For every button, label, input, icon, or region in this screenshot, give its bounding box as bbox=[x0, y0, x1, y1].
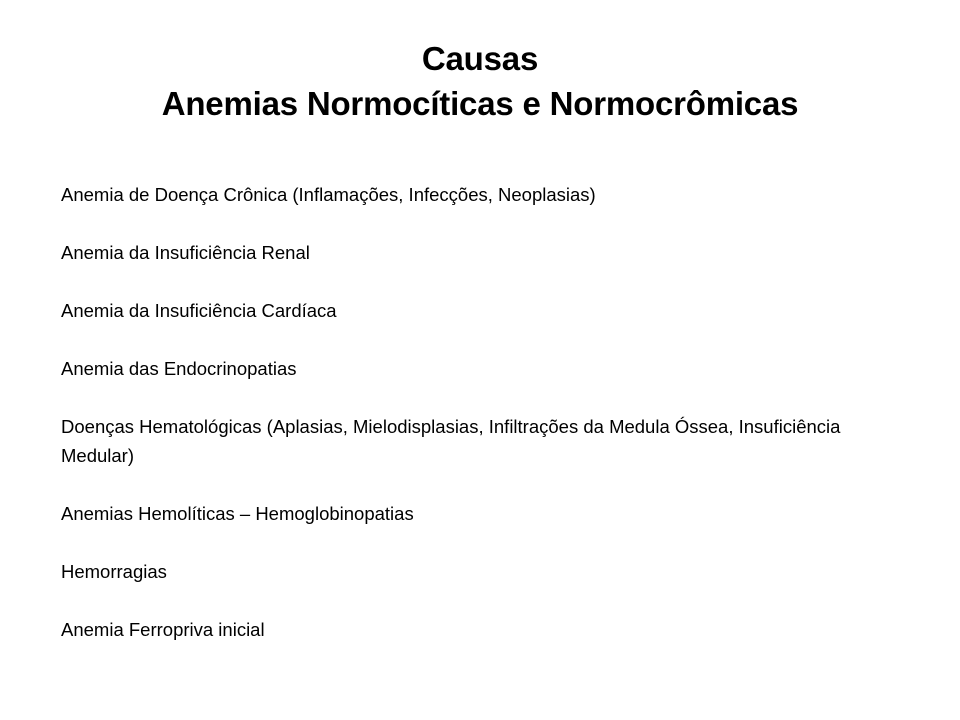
title-line-subject: Anemias Normocíticas e Normocrômicas bbox=[161, 85, 799, 123]
list-item-renal-insufficiency: Anemia da Insuficiência Renal bbox=[61, 242, 310, 263]
title-line-causas: Causas bbox=[421, 40, 539, 78]
list-item-hemolytic-anemias: Anemias Hemolíticas – Hemoglobinopatias bbox=[61, 503, 414, 524]
list-item-cardiac-insufficiency: Anemia da Insuficiência Cardíaca bbox=[61, 300, 337, 321]
list-item-endocrinopathies: Anemia das Endocrinopatias bbox=[61, 358, 297, 379]
list-item-chronic-disease: Anemia de Doença Crônica (Inflamações, Infecções, Neoplasias) bbox=[61, 184, 596, 205]
list-item-hematologic-diseases: Doenças Hematológicas (Aplasias, Mielodisplasias, Infiltrações da Medula Óssea, Insuficiência Medular) bbox=[61, 416, 841, 466]
slide-title bbox=[0, 36, 960, 126]
list-item-iron-deficiency: Anemia Ferropriva inicial bbox=[61, 619, 265, 640]
list-item-hemorrhages: Hemorragias bbox=[61, 561, 167, 582]
causes-list bbox=[61, 180, 911, 644]
